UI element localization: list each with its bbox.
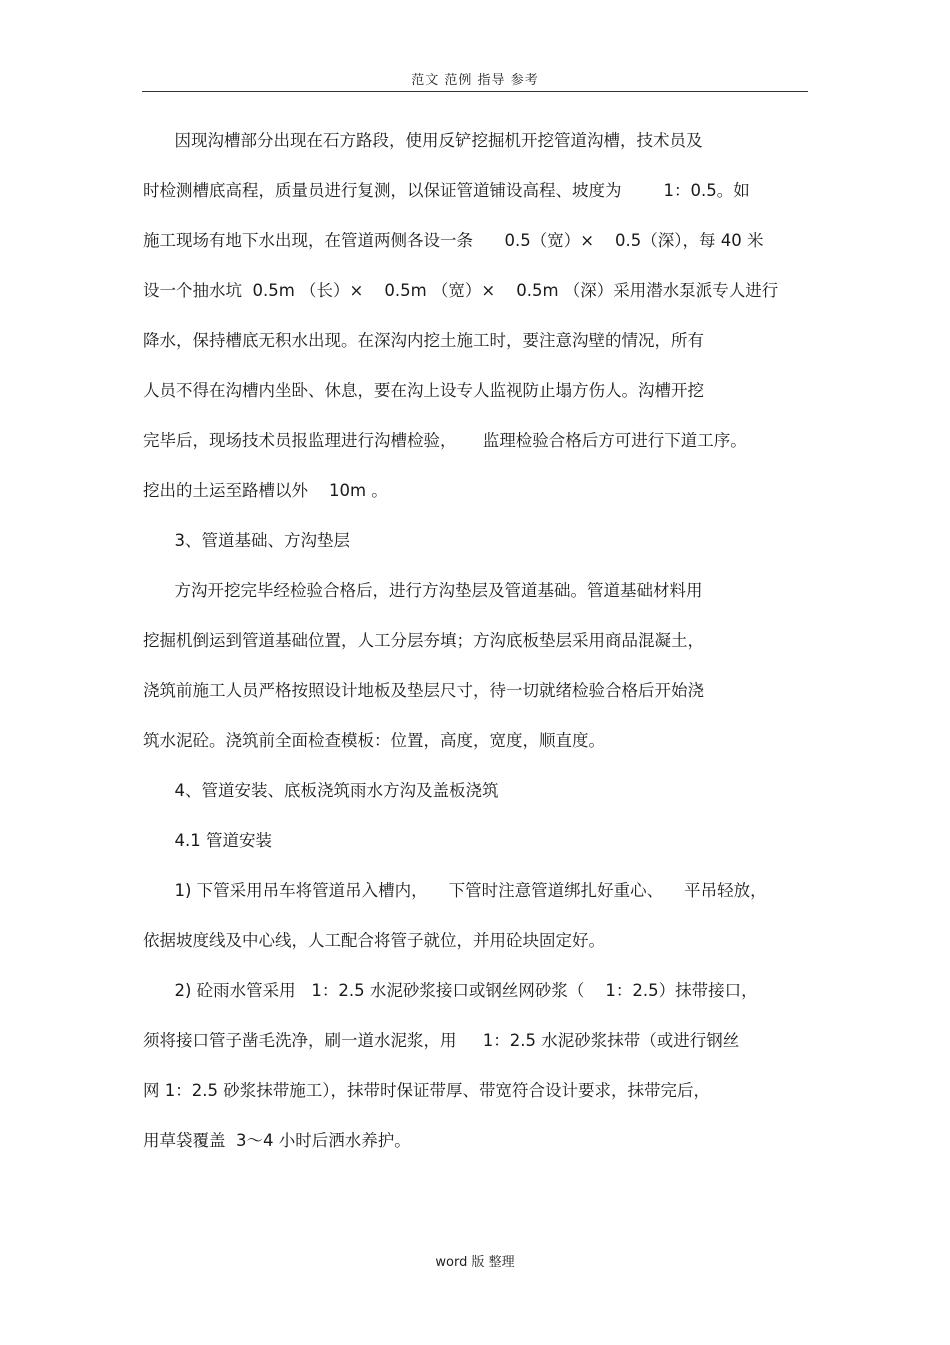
text-line: 筑水泥砼。浇筑前全面检查模板：位置，高度，宽度，顺直度。 — [143, 731, 605, 750]
text-line: 2) 砼雨水管采用 1：2.5 水泥砂浆接口或钢丝网砂浆（ 1：2.5）抹带接口， — [143, 981, 758, 1000]
text-line: 人员不得在沟槽内坐卧、休息，要在沟上设专人监视防止塌方伤人。沟槽开挖 — [143, 381, 704, 400]
text-line: 依据坡度线及中心线，人工配合将管子就位，并用砼块固定好。 — [143, 931, 605, 950]
text-line: 用草袋覆盖 3～4 小时后洒水养护。 — [143, 1131, 411, 1150]
text-line: 因现沟槽部分出现在石方路段，使用反铲挖掘机开挖管道沟槽，技术员及 — [143, 131, 703, 150]
text-line: 降水，保持槽底无积水出现。在深沟内挖土施工时，要注意沟壁的情况，所有 — [143, 331, 704, 350]
text-line: 挖出的土运至路槽以外 10m 。 — [143, 481, 388, 500]
page-footer: word 版 整理 — [435, 1255, 515, 1270]
text-line: 1) 下管采用吊车将管道吊入槽内， 下管时注意管道绑扎好重心、 平吊轻放， — [143, 881, 767, 900]
text-line: 须将接口管子凿毛洗净，刷一道水泥浆，用 1：2.5 水泥砂浆抹带（或进行钢丝 — [143, 1031, 740, 1050]
section-heading: 3、管道基础、方沟垫层 — [143, 531, 350, 550]
text-line: 完毕后，现场技术员报监理进行沟槽检验， 监理检验合格后方可进行下道工序。 — [143, 431, 747, 450]
section-heading: 4、管道安装、底板浇筑雨水方沟及盖板浇筑 — [143, 781, 499, 800]
text-line: 方沟开挖完毕经检验合格后，进行方沟垫层及管道基础。管道基础材料用 — [143, 581, 703, 600]
subsection-heading: 4.1 管道安装 — [143, 831, 272, 850]
text-line: 挖掘机倒运到管道基础位置，人工分层夯填；方沟底板垫层采用商品混凝土， — [143, 631, 704, 650]
header-divider — [142, 91, 808, 92]
text-line: 设一个抽水坑 0.5m （长）× 0.5m （宽）× 0.5m （深）采用潜水泵派专人进行 — [143, 281, 779, 300]
text-line: 浇筑前施工人员严格按照设计地板及垫层尺寸，待一切就绪检验合格后开始浇 — [143, 681, 704, 700]
text-line: 时检测槽底高程，质量员进行复测，以保证管道铺设高程、坡度为 1：0.5。如 — [143, 181, 750, 200]
text-line: 网 1：2.5 砂浆抹带施工），抹带时保证带厚、带宽符合设计要求，抹带完后， — [143, 1081, 710, 1100]
text-line: 施工现场有地下水出现，在管道两侧各设一条 0.5（宽）× 0.5（深），每 40 米 — [143, 231, 764, 250]
page-header: 范文 范例 指导 参考 — [411, 73, 539, 88]
